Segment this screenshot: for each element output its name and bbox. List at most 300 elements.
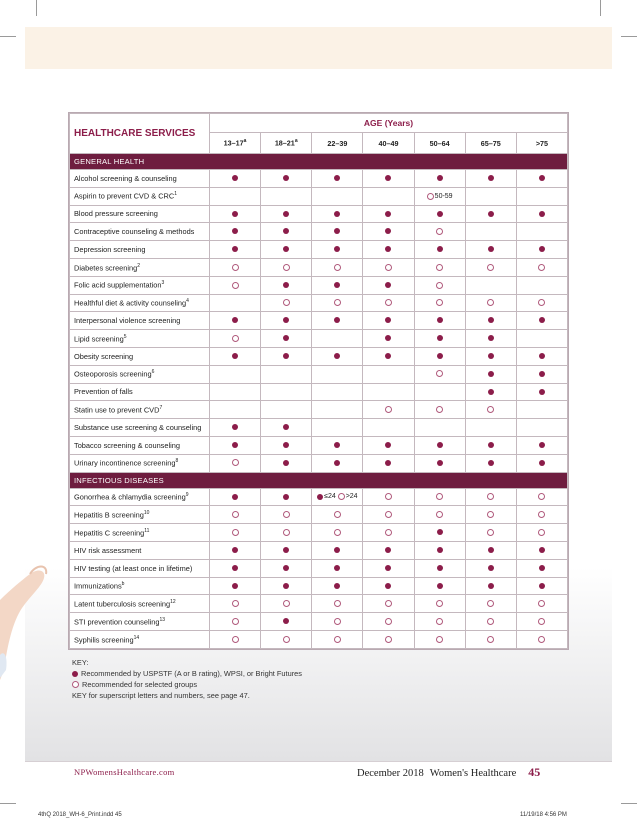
filled-dot-icon <box>72 671 78 677</box>
table-cell <box>465 170 516 188</box>
table-cell <box>516 577 567 595</box>
table-cell <box>210 488 261 506</box>
table-cell <box>312 276 363 294</box>
table-cell <box>261 330 312 348</box>
filled-dot-icon <box>488 583 494 589</box>
table-cell <box>414 541 465 559</box>
table-cell <box>210 312 261 330</box>
table-cell <box>363 223 414 241</box>
table-cell <box>312 365 363 383</box>
table-cell <box>261 294 312 312</box>
table-cell <box>516 436 567 454</box>
table-row <box>70 258 568 276</box>
table-cell <box>465 347 516 365</box>
table-cell <box>210 383 261 401</box>
screening-table <box>68 112 569 650</box>
service-name: Gonorrhea & chlamydia screening$^9$ <box>70 488 210 506</box>
table-cell <box>414 223 465 241</box>
table-cell <box>261 187 312 205</box>
table-cell <box>312 170 363 188</box>
filled-dot-icon <box>539 211 545 217</box>
filled-dot-icon <box>385 547 391 553</box>
table-cell <box>210 524 261 542</box>
table-cell <box>261 541 312 559</box>
open-circle-icon <box>334 618 341 625</box>
filled-dot-icon <box>232 175 238 181</box>
table-cell <box>516 595 567 613</box>
table-cell <box>210 401 261 419</box>
table-cell <box>312 401 363 419</box>
filled-dot-icon <box>317 494 323 500</box>
filled-dot-icon <box>334 246 340 252</box>
filled-dot-icon <box>283 282 289 288</box>
filled-dot-icon <box>437 175 443 181</box>
section-header-row <box>70 154 568 170</box>
filled-dot-icon <box>437 211 443 217</box>
table-cell <box>261 170 312 188</box>
table-cell <box>312 577 363 595</box>
table-cell <box>210 365 261 383</box>
open-circle-icon <box>232 529 239 536</box>
filled-dot-icon <box>385 442 391 448</box>
service-name: Healthful diet & activity counseling$^4$ <box>70 294 210 312</box>
table-cell <box>516 541 567 559</box>
table-cell <box>465 595 516 613</box>
table-cell <box>414 205 465 223</box>
legend-superscript-note: KEY for superscript letters and numbers, see page 47. <box>72 691 250 700</box>
service-name: Folic acid supplementation$^3$ <box>70 276 210 294</box>
filled-dot-icon <box>385 565 391 571</box>
open-circle-icon <box>232 600 239 607</box>
table-cell <box>312 454 363 472</box>
filled-dot-icon <box>283 460 289 466</box>
open-circle-icon <box>232 459 239 466</box>
table-cell <box>363 488 414 506</box>
table-cell <box>210 559 261 577</box>
open-circle-icon <box>385 529 392 536</box>
table-cell <box>363 170 414 188</box>
arm-illustration <box>0 560 50 710</box>
table-cell <box>261 241 312 259</box>
filled-dot-icon <box>437 442 443 448</box>
open-circle-icon <box>538 299 545 306</box>
age-column-header: 65–75 <box>465 133 516 154</box>
table-row <box>70 541 568 559</box>
filled-dot-icon <box>488 371 494 377</box>
table-cell <box>312 506 363 524</box>
open-circle-icon <box>538 618 545 625</box>
table-cell <box>261 577 312 595</box>
filled-dot-icon <box>334 442 340 448</box>
table-cell <box>312 187 363 205</box>
filled-dot-icon <box>488 442 494 448</box>
open-circle-icon <box>283 264 290 271</box>
table-cell <box>516 241 567 259</box>
open-circle-icon <box>436 511 443 518</box>
table-cell <box>465 383 516 401</box>
table-cell <box>414 383 465 401</box>
filled-dot-icon <box>232 317 238 323</box>
table-cell <box>516 187 567 205</box>
table-cell <box>465 205 516 223</box>
footer-website: NPWomensHealthcare.com <box>74 767 175 777</box>
table-cell <box>210 595 261 613</box>
open-circle-icon <box>385 511 392 518</box>
filled-dot-icon <box>488 565 494 571</box>
service-name: HIV testing (at least once in lifetime) <box>70 559 210 577</box>
filled-dot-icon <box>539 389 545 395</box>
open-circle-icon <box>487 264 494 271</box>
table-cell <box>465 330 516 348</box>
table-cell <box>261 454 312 472</box>
open-circle-icon <box>385 636 392 643</box>
table-cell <box>312 241 363 259</box>
table-cell <box>363 595 414 613</box>
table-row <box>70 347 568 365</box>
crop-mark <box>621 36 637 37</box>
table-cell <box>516 294 567 312</box>
top-color-band <box>25 27 612 69</box>
open-circle-icon <box>538 529 545 536</box>
service-name: STI prevention counseling$^{13}$ <box>70 613 210 631</box>
filled-dot-icon <box>385 211 391 217</box>
table-cell <box>414 241 465 259</box>
filled-dot-icon <box>283 228 289 234</box>
table-cell <box>312 524 363 542</box>
filled-dot-icon <box>232 565 238 571</box>
table-cell <box>414 506 465 524</box>
table-cell <box>414 330 465 348</box>
filled-dot-icon <box>385 246 391 252</box>
table-cell <box>465 559 516 577</box>
filled-dot-icon <box>539 460 545 466</box>
filled-dot-icon <box>385 335 391 341</box>
table-cell <box>210 541 261 559</box>
table-cell <box>465 506 516 524</box>
age-column-header: >75 <box>516 133 567 154</box>
table-cell <box>210 330 261 348</box>
table-cell <box>465 613 516 631</box>
service-name: Hepatitis C screening$^{11}$ <box>70 524 210 542</box>
open-circle-icon <box>538 600 545 607</box>
table-cell <box>363 312 414 330</box>
open-circle-icon <box>385 299 392 306</box>
service-name: Prevention of falls <box>70 383 210 401</box>
table-row <box>70 365 568 383</box>
section-title: INFECTIOUS DISEASES <box>70 472 568 488</box>
table-cell <box>363 524 414 542</box>
table-cell <box>363 276 414 294</box>
open-circle-icon <box>436 264 443 271</box>
table-cell <box>261 630 312 648</box>
filled-dot-icon <box>385 460 391 466</box>
open-circle-icon <box>72 681 79 688</box>
table-cell <box>312 436 363 454</box>
table-cell <box>516 630 567 648</box>
table-cell <box>516 383 567 401</box>
service-name: Immunizations$^b$ <box>70 577 210 595</box>
table-cell <box>312 559 363 577</box>
filled-dot-icon <box>283 353 289 359</box>
table-cell <box>312 419 363 437</box>
table-cell <box>516 365 567 383</box>
table-cell <box>363 436 414 454</box>
open-circle-icon <box>232 511 239 518</box>
filled-dot-icon <box>488 389 494 395</box>
table-cell <box>210 241 261 259</box>
table-cell <box>516 613 567 631</box>
services-header: HEALTHCARE SERVICES <box>70 114 210 154</box>
table-cell <box>363 577 414 595</box>
table-cell <box>261 401 312 419</box>
table-row <box>70 383 568 401</box>
table-row <box>70 559 568 577</box>
table-cell <box>261 347 312 365</box>
open-circle-icon <box>436 406 443 413</box>
table-cell <box>414 258 465 276</box>
legend <box>72 657 302 701</box>
table-cell <box>363 383 414 401</box>
table-cell <box>516 401 567 419</box>
filled-dot-icon <box>334 317 340 323</box>
table-cell <box>465 541 516 559</box>
table-row <box>70 276 568 294</box>
filled-dot-icon <box>283 494 289 500</box>
table-cell <box>363 401 414 419</box>
filled-dot-icon <box>437 583 443 589</box>
open-circle-icon <box>427 193 434 200</box>
table-cell <box>312 223 363 241</box>
filled-dot-icon <box>232 583 238 589</box>
table-cell <box>261 276 312 294</box>
service-name: Alcohol screening & counseling <box>70 170 210 188</box>
table-cell <box>363 330 414 348</box>
table-cell <box>516 559 567 577</box>
open-circle-icon <box>436 636 443 643</box>
open-circle-icon <box>436 618 443 625</box>
table-row <box>70 454 568 472</box>
table-row <box>70 330 568 348</box>
open-circle-icon <box>436 600 443 607</box>
table-cell <box>363 365 414 383</box>
filled-dot-icon <box>488 547 494 553</box>
open-circle-icon <box>338 493 345 500</box>
filled-dot-icon <box>334 282 340 288</box>
table-row <box>70 294 568 312</box>
table-cell <box>210 436 261 454</box>
table-cell <box>465 294 516 312</box>
table-cell <box>414 436 465 454</box>
table-cell <box>465 419 516 437</box>
filled-dot-icon <box>283 583 289 589</box>
table-row <box>70 312 568 330</box>
table-row <box>70 205 568 223</box>
open-circle-icon <box>487 493 494 500</box>
table-cell <box>261 524 312 542</box>
table-cell <box>516 223 567 241</box>
footer-issue <box>357 765 540 780</box>
open-circle-icon <box>385 264 392 271</box>
filled-dot-icon <box>385 353 391 359</box>
open-circle-icon <box>538 636 545 643</box>
filled-dot-icon <box>488 175 494 181</box>
table-cell <box>312 541 363 559</box>
legend-recommended-text: Recommended by USPSTF (A or B rating), WPSI, or Bright Futures <box>81 669 302 678</box>
service-name: Osteoporosis screening$^6$ <box>70 365 210 383</box>
filled-dot-icon <box>334 460 340 466</box>
filled-dot-icon <box>334 547 340 553</box>
table-cell <box>210 223 261 241</box>
table-cell <box>516 488 567 506</box>
open-circle-icon <box>436 493 443 500</box>
table-cell <box>312 488 363 506</box>
legend-recommended <box>72 668 302 679</box>
filled-dot-icon <box>283 424 289 430</box>
table-cell <box>516 258 567 276</box>
table-cell <box>261 559 312 577</box>
filled-dot-icon <box>539 547 545 553</box>
footer-magazine: Women's Healthcare <box>429 768 517 779</box>
table-cell <box>465 241 516 259</box>
table-cell <box>312 294 363 312</box>
table-cell <box>414 170 465 188</box>
filled-dot-icon <box>385 228 391 234</box>
table-cell <box>363 559 414 577</box>
print-slug-timestamp: 11/19/18 4:56 PM <box>520 812 567 818</box>
table-row <box>70 419 568 437</box>
table-cell <box>363 506 414 524</box>
table-row <box>70 577 568 595</box>
open-circle-icon <box>538 264 545 271</box>
table-row <box>70 187 568 205</box>
table-cell <box>516 524 567 542</box>
legend-title: KEY: <box>72 658 89 667</box>
open-circle-icon <box>538 493 545 500</box>
table-cell <box>465 577 516 595</box>
open-circle-icon <box>334 299 341 306</box>
table-cell <box>465 454 516 472</box>
table-cell <box>261 383 312 401</box>
filled-dot-icon <box>488 460 494 466</box>
table-cell <box>414 294 465 312</box>
table-row <box>70 436 568 454</box>
table-cell <box>414 488 465 506</box>
filled-dot-icon <box>488 335 494 341</box>
filled-dot-icon <box>232 246 238 252</box>
filled-dot-icon <box>283 317 289 323</box>
table-cell <box>516 454 567 472</box>
service-name: Aspirin to prevent CVD & CRC$^1$ <box>70 187 210 205</box>
table-cell <box>414 559 465 577</box>
service-name: Urinary incontinence screening$^8$ <box>70 454 210 472</box>
filled-dot-icon <box>334 228 340 234</box>
filled-dot-icon <box>539 317 545 323</box>
filled-dot-icon <box>232 211 238 217</box>
filled-dot-icon <box>283 547 289 553</box>
cell-note: 50-59 <box>434 192 453 200</box>
table-cell <box>414 276 465 294</box>
table-cell <box>363 187 414 205</box>
open-circle-icon <box>334 636 341 643</box>
table-cell <box>312 613 363 631</box>
table-cell <box>414 524 465 542</box>
table-cell <box>516 330 567 348</box>
filled-dot-icon <box>539 246 545 252</box>
filled-dot-icon <box>385 282 391 288</box>
filled-dot-icon <box>437 460 443 466</box>
table-cell <box>414 613 465 631</box>
open-circle-icon <box>232 264 239 271</box>
open-circle-icon <box>385 406 392 413</box>
table-cell <box>261 506 312 524</box>
filled-dot-icon <box>488 211 494 217</box>
open-circle-icon <box>436 299 443 306</box>
filled-dot-icon <box>232 353 238 359</box>
table-cell <box>414 577 465 595</box>
filled-dot-icon <box>437 335 443 341</box>
filled-dot-icon <box>488 246 494 252</box>
table-cell <box>312 312 363 330</box>
table-cell <box>516 312 567 330</box>
table-cell <box>312 258 363 276</box>
open-circle-icon <box>538 511 545 518</box>
table-cell <box>516 506 567 524</box>
table-cell <box>261 595 312 613</box>
table-cell <box>312 330 363 348</box>
section-title: GENERAL HEALTH <box>70 154 568 170</box>
service-name: Statin use to prevent CVD$^7$ <box>70 401 210 419</box>
filled-dot-icon <box>539 583 545 589</box>
table-cell <box>465 401 516 419</box>
table-cell <box>210 630 261 648</box>
service-name: Depression screening <box>70 241 210 259</box>
table-cell <box>210 454 261 472</box>
filled-dot-icon <box>232 442 238 448</box>
split-cell-left: ≤24 <box>324 493 336 501</box>
open-circle-icon <box>283 600 290 607</box>
table-row <box>70 401 568 419</box>
filled-dot-icon <box>385 175 391 181</box>
table-cell <box>465 223 516 241</box>
table-cell <box>261 436 312 454</box>
footer-date: December 2018 <box>357 768 424 779</box>
filled-dot-icon <box>334 353 340 359</box>
open-circle-icon <box>487 600 494 607</box>
filled-dot-icon <box>232 547 238 553</box>
open-circle-icon <box>334 264 341 271</box>
open-circle-icon <box>487 529 494 536</box>
table-cell <box>363 241 414 259</box>
table-cell <box>312 383 363 401</box>
table-cell <box>414 595 465 613</box>
table-cell <box>312 595 363 613</box>
table-cell <box>414 401 465 419</box>
table-cell <box>261 613 312 631</box>
service-name: Blood pressure screening <box>70 205 210 223</box>
split-cell-right: >24 <box>345 493 358 501</box>
page-number: 45 <box>528 765 541 779</box>
table-cell <box>363 258 414 276</box>
open-circle-icon <box>487 511 494 518</box>
filled-dot-icon <box>539 442 545 448</box>
filled-dot-icon <box>283 175 289 181</box>
table-cell <box>465 276 516 294</box>
table-row <box>70 630 568 648</box>
table-cell <box>261 488 312 506</box>
table-cell <box>363 630 414 648</box>
open-circle-icon <box>232 335 239 342</box>
table-cell <box>210 506 261 524</box>
